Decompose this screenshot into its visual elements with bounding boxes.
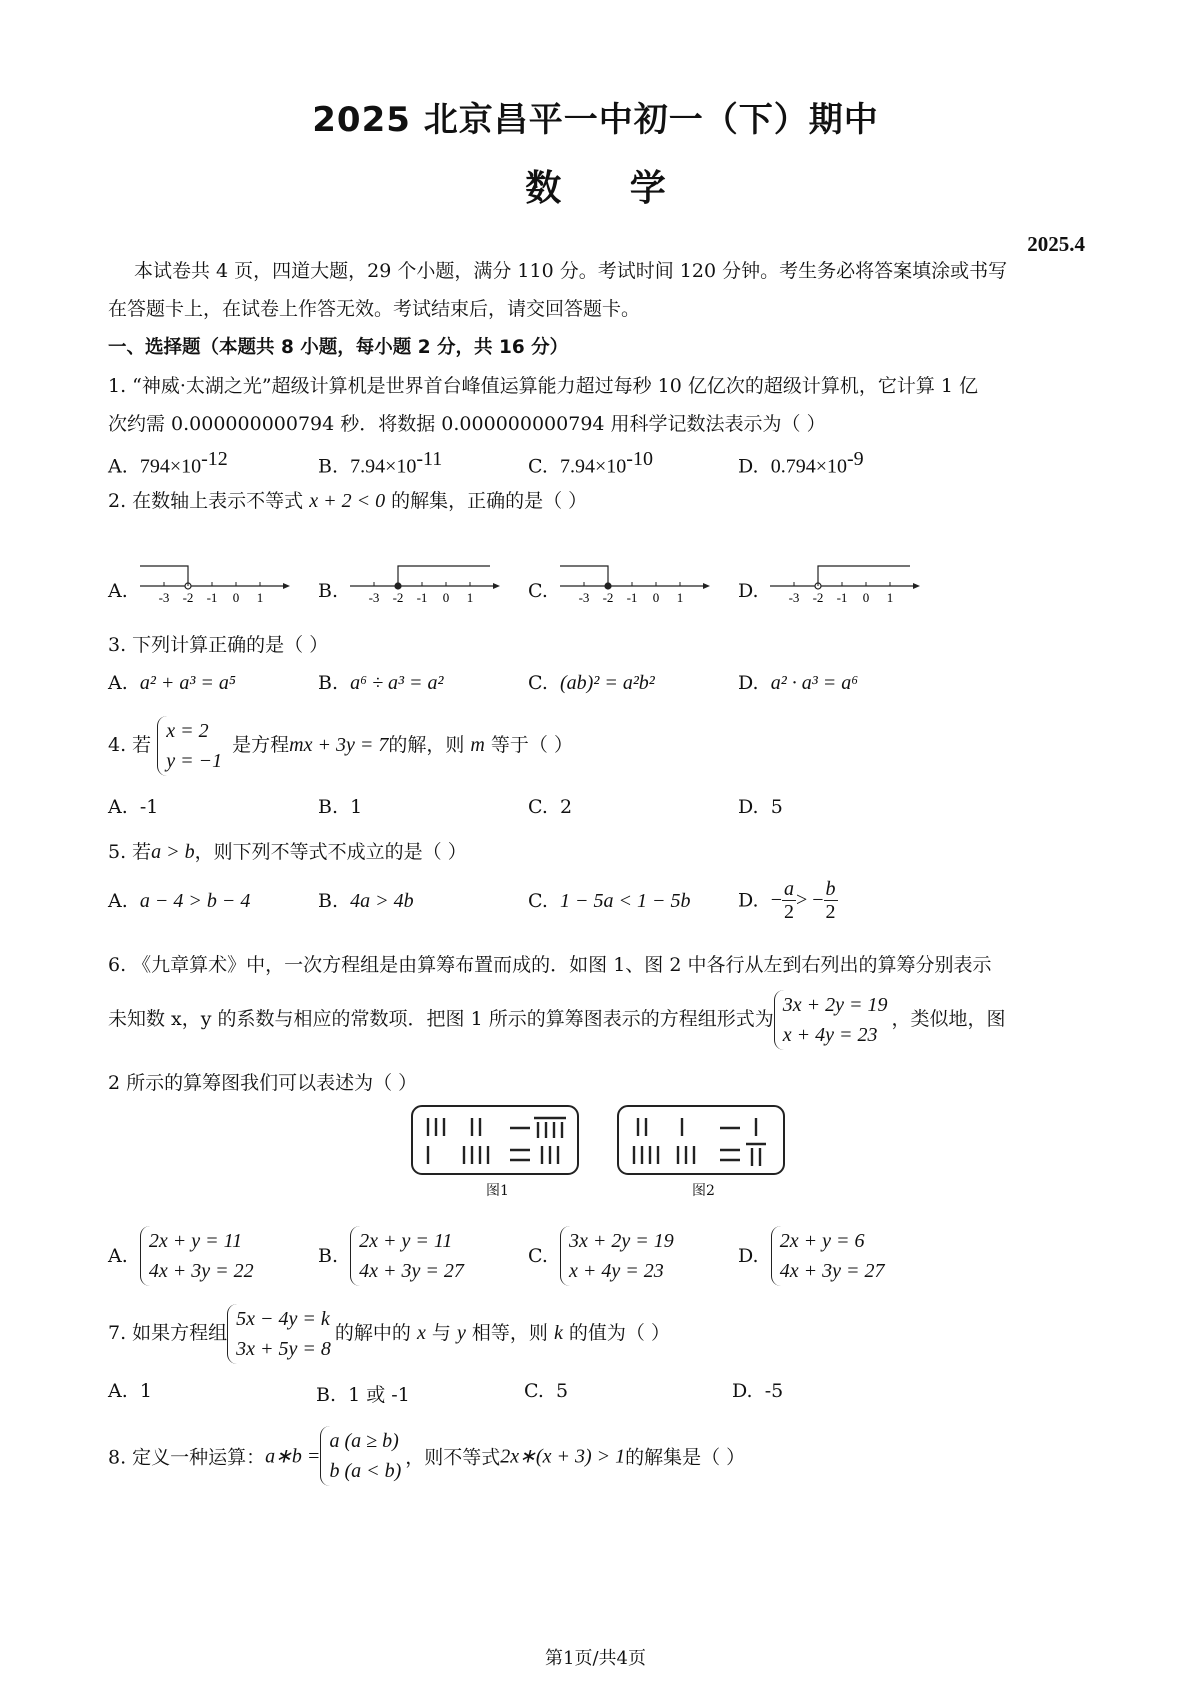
number-line-tick-label: -2 xyxy=(182,590,194,605)
number-line-tick-label: -2 xyxy=(602,590,614,605)
q2-stem: 2. 在数轴上表示不等式 x + 2 < 0 的解集，正确的是（ ） xyxy=(108,490,588,512)
number-line-tick-label: -2 xyxy=(392,590,404,605)
subject-title: 数 学 xyxy=(525,168,694,209)
q5-option-c[interactable]: C. 1 − 5a < 1 − 5b xyxy=(528,890,691,912)
q4-option-c[interactable]: C. 2 xyxy=(528,796,573,818)
q4-option-b[interactable]: B. 1 xyxy=(318,796,363,818)
q7-stem: 7. 如果方程组5x − 4y = k 3x + 5y = 8的解中的 x 与 y 相等，则 k 的值为（ ） xyxy=(108,1304,670,1364)
q2-number-line-c[interactable] xyxy=(560,556,710,606)
q4-stem: 4. 若 x = 2 y = −1 是方程mx + 3y = 7的解，则 m 等于（ ） xyxy=(108,716,573,776)
counting-rod-figure-2 xyxy=(616,1104,786,1178)
q6-option-c[interactable]: C. 3x + 2y = 19 x + 4y = 23 xyxy=(528,1226,678,1286)
q2-number-line-a[interactable] xyxy=(140,556,290,606)
q2-option-b-label[interactable]: B. xyxy=(318,580,339,602)
q5-option-a[interactable]: A. a − 4 > b − 4 xyxy=(108,890,251,912)
number-line-tick-label: 1 xyxy=(256,590,264,605)
q7-option-a[interactable]: A. 1 xyxy=(108,1380,152,1402)
section-heading: 一、选择题（本题共 8 小题，每小题 2 分，共 16 分） xyxy=(108,337,569,358)
q6-option-a[interactable]: A. 2x + y = 11 4x + 3y = 22 xyxy=(108,1226,258,1286)
number-line-tick-label: -1 xyxy=(836,590,848,605)
q4-system: x = 2 y = −1 xyxy=(157,716,226,776)
q4-option-d[interactable]: D. 5 xyxy=(738,796,783,818)
q3-option-d[interactable]: D. a² · a³ = a⁶ xyxy=(738,672,859,694)
q7-option-c[interactable]: C. 5 xyxy=(524,1380,569,1402)
number-line-tick-label: 0 xyxy=(862,590,870,605)
q3-option-b[interactable]: B. a⁶ ÷ a³ = a² xyxy=(318,672,444,694)
number-line-tick-label: 0 xyxy=(652,590,660,605)
q6-line-2: 未知数 x，y 的系数与相应的常数项．把图 1 所示的算筹图表示的方程组形式为3x + 2y = 19 x + 4y = 23，类似地，图 xyxy=(108,990,1005,1050)
q2-option-a-label[interactable]: A. xyxy=(108,580,128,602)
q5-option-b[interactable]: B. 4a > 4b xyxy=(318,890,414,912)
q1-option-c[interactable]: C. $7.94\times 10^{-10}$ xyxy=(528,448,653,478)
intro-line-1: 本试卷共 4 页，四道大题，29 个小题，满分 110 分。考试时间 120 分钟。考生务必将答案填涂或书写 xyxy=(134,260,1008,282)
q1-line-1: 1. “神威·太湖之光”超级计算机是世界首台峰值运算能力超过每秒 10 亿亿次的超级计算机，它计算 1 亿 xyxy=(108,375,979,397)
counting-rod-figure-1 xyxy=(410,1104,580,1178)
q3-option-c[interactable]: C. (ab)² = a²b² xyxy=(528,672,655,694)
number-line-tick-label: -1 xyxy=(206,590,218,605)
number-line-tick-label: -1 xyxy=(626,590,638,605)
number-line-tick-label: 1 xyxy=(886,590,894,605)
number-line-tick-label: -3 xyxy=(788,590,800,605)
q1-option-b[interactable]: B. $7.94\times 10^{-11}$ xyxy=(318,448,443,478)
q7-option-b[interactable]: B. 1 或 -1 xyxy=(316,1384,410,1406)
number-line-tick-label: -1 xyxy=(416,590,428,605)
q7-option-d[interactable]: D. -5 xyxy=(732,1380,784,1402)
number-line-tick-label: -3 xyxy=(158,590,170,605)
q1-option-a[interactable]: A. $794\times 10^{-12}$ xyxy=(108,448,228,478)
figure-1-caption: 图1 xyxy=(486,1183,509,1199)
q6-line-3: 2 所示的算筹图我们可以表述为（ ） xyxy=(108,1072,418,1094)
page-footer: 第1页/共4页 xyxy=(545,1648,646,1669)
q2-option-c-label[interactable]: C. xyxy=(528,580,548,602)
q5-stem: 5. 若a > b，则下列不等式不成立的是（ ） xyxy=(108,841,467,863)
q6-option-d[interactable]: D. 2x + y = 6 4x + 3y = 27 xyxy=(738,1226,888,1286)
number-line-tick-label: 1 xyxy=(676,590,684,605)
q2-option-d-label[interactable]: D. xyxy=(738,580,759,602)
number-line-tick-label: 0 xyxy=(232,590,240,605)
q4-option-a[interactable]: A. -1 xyxy=(108,796,159,818)
q2-number-line-b[interactable] xyxy=(350,556,500,606)
intro-line-2: 在答题卡上，在试卷上作答无效。考试结束后，请交回答题卡。 xyxy=(108,298,641,320)
q5-option-d[interactable]: D. − $\frac{a}{2}$ > − $\frac{b}{2}$ xyxy=(738,878,836,923)
q6-line-1: 6. 《九章算术》中，一次方程组是由算筹布置而成的．如图 1、图 2 中各行从左到右列出的算筹分别表示 xyxy=(108,954,992,976)
q8-stem: 8. 定义一种运算：a∗b =a (a ≥ b) b (a < b)，则不等式2x∗(x + 3) > 1的解集是（ ） xyxy=(108,1426,745,1486)
figure-2-caption: 图2 xyxy=(692,1183,715,1199)
number-line-tick-label: 1 xyxy=(466,590,474,605)
number-line-tick-label: -3 xyxy=(578,590,590,605)
q3-option-a[interactable]: A. a² + a³ = a⁵ xyxy=(108,672,236,694)
exam-date: 2025.4 xyxy=(1027,232,1085,256)
q3-stem: 3. 下列计算正确的是（ ） xyxy=(108,634,329,656)
number-line-tick-label: -2 xyxy=(812,590,824,605)
number-line-tick-label: 0 xyxy=(442,590,450,605)
q1-line-2: 次约需 0.000000000794 秒．将数据 0.000000000794 用科学记数法表示为（ ） xyxy=(108,413,826,435)
q2-number-line-d[interactable] xyxy=(770,556,920,606)
q6-option-b[interactable]: B. 2x + y = 11 4x + 3y = 27 xyxy=(318,1226,468,1286)
number-line-tick-label: -3 xyxy=(368,590,380,605)
exam-title: 2025 北京昌平一中初一（下）期中 xyxy=(312,100,879,140)
q1-option-d[interactable]: D. $0.794\times 10^{-9}$ xyxy=(738,448,864,478)
